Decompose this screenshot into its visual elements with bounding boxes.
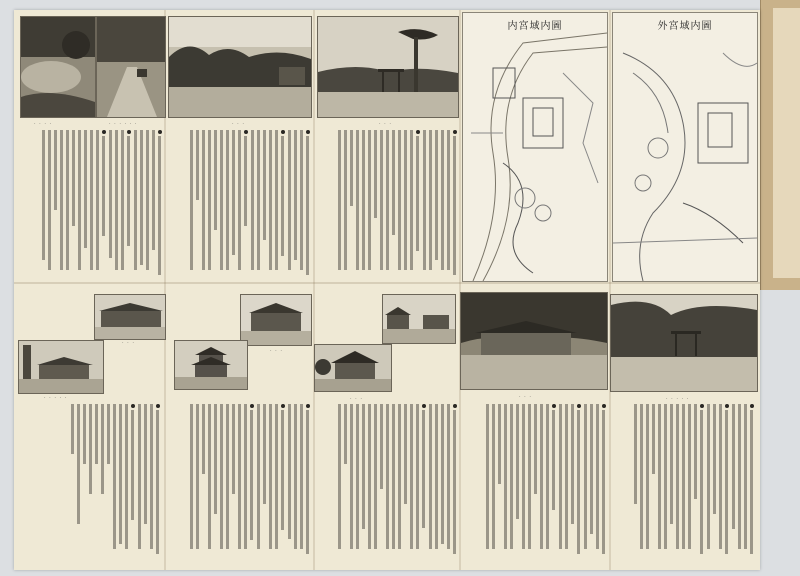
photo-station-building bbox=[94, 294, 166, 340]
caption-photo-6: · · · bbox=[122, 340, 135, 346]
guide-text-panel-1 bbox=[22, 130, 162, 275]
guide-text-panel-7 bbox=[466, 404, 606, 554]
photo-shrine-grounds bbox=[168, 16, 312, 118]
photo-gate-houses bbox=[382, 294, 456, 344]
inner-shrine-map-title: 内宮域内圖 bbox=[507, 21, 563, 32]
outer-shrine-map bbox=[612, 12, 758, 282]
inner-shrine-map bbox=[462, 12, 608, 282]
caption-photo-5: · · · · · bbox=[44, 395, 68, 401]
adjacent-sheet-edge bbox=[760, 0, 800, 290]
photo-shrine-hall bbox=[460, 292, 608, 390]
adjacent-sheet-print bbox=[773, 8, 800, 278]
caption-photo-1: · · · · bbox=[34, 121, 53, 127]
guide-text-panel-8 bbox=[614, 404, 754, 554]
photo-garden-pond bbox=[20, 16, 96, 118]
caption-photo-8: · · · bbox=[350, 396, 363, 402]
outer-shrine-map-title: 外宮域内圖 bbox=[657, 21, 713, 32]
guide-text-panel-4 bbox=[22, 404, 160, 554]
photo-street-scene bbox=[18, 340, 104, 394]
photo-torii-forest bbox=[610, 294, 758, 392]
photo-torii-pine bbox=[317, 16, 459, 118]
guide-text-panel-5 bbox=[172, 404, 310, 554]
photo-approach-path bbox=[96, 16, 166, 118]
inner-shrine-map-drawing bbox=[463, 13, 607, 281]
caption-photo-3: · · · bbox=[232, 121, 245, 127]
guide-text-panel-3 bbox=[319, 130, 457, 275]
guide-text-panel-2 bbox=[172, 130, 310, 275]
caption-photo-9: · · · bbox=[519, 394, 532, 400]
caption-photo-4: · · · bbox=[379, 121, 392, 127]
photo-pagoda-house bbox=[174, 340, 248, 390]
folded-guide-sheet bbox=[14, 10, 760, 570]
photo-inn-building bbox=[240, 294, 312, 346]
caption-photo-10: · · · · · bbox=[666, 396, 690, 402]
guide-text-panel-6 bbox=[319, 404, 457, 554]
photo-traditional-house bbox=[314, 344, 392, 392]
caption-photo-2: · · · · · · bbox=[109, 121, 138, 127]
caption-photo-7: · · · bbox=[270, 348, 283, 354]
outer-shrine-map-drawing bbox=[613, 13, 757, 281]
